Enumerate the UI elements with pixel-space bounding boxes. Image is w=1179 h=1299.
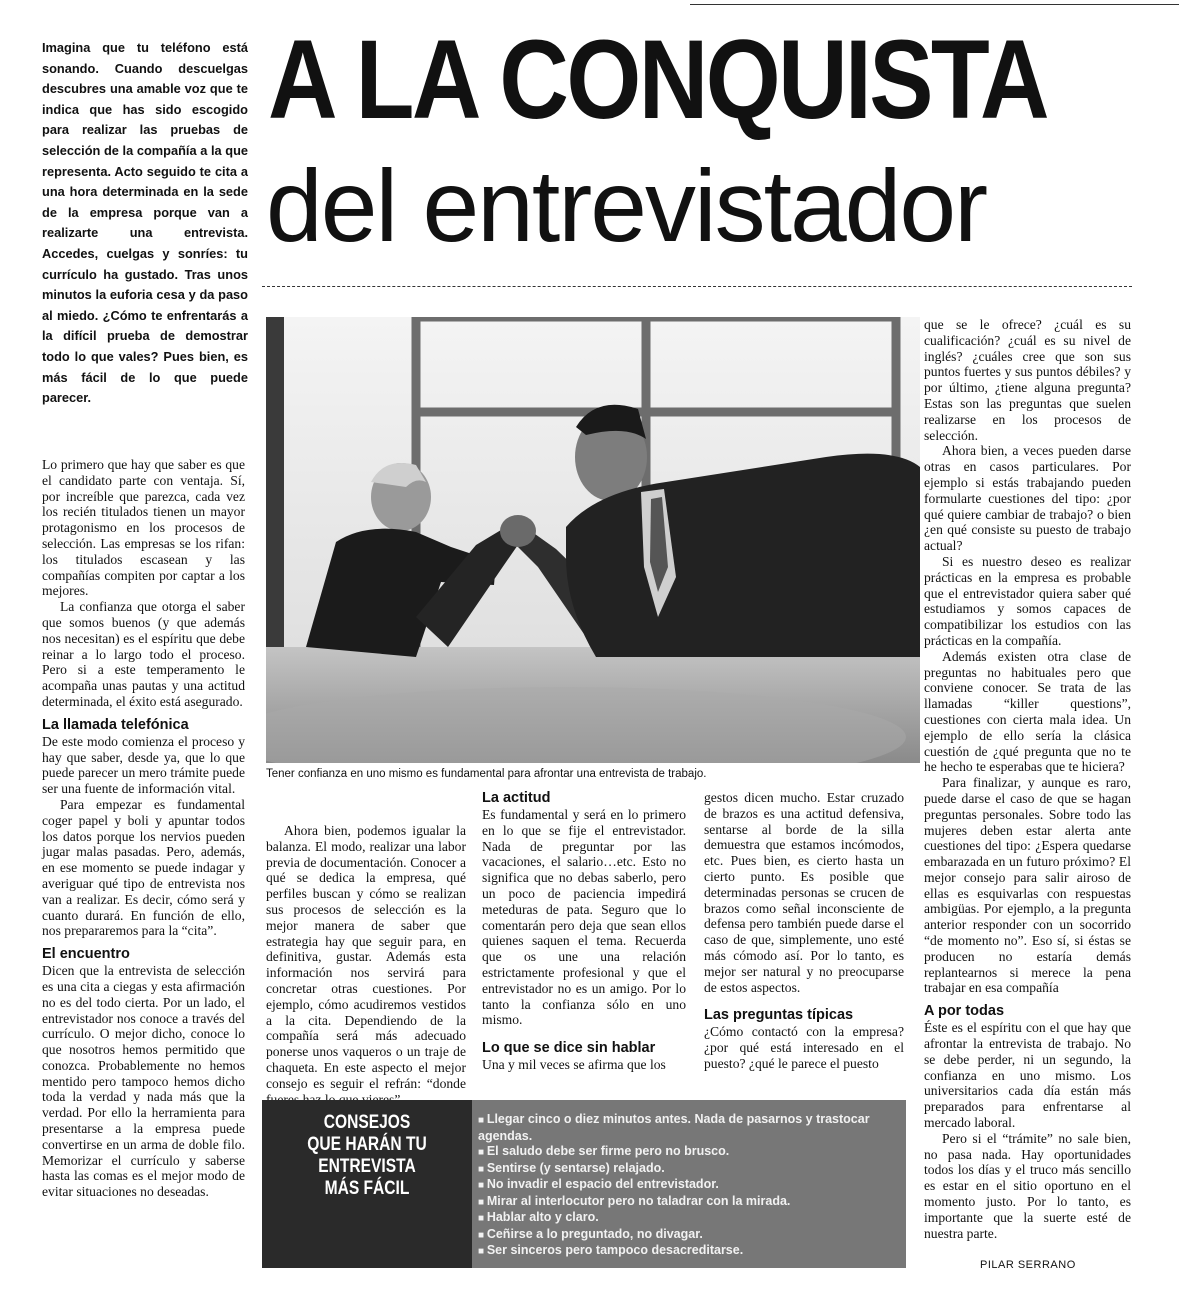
tip-item: ■ Mirar al interlocutor pero no taladrar con la mirada.	[478, 1194, 898, 1211]
tips-list	[478, 1112, 898, 1260]
tips-title-line: ENTREVISTA	[318, 1156, 416, 1177]
paragraph: Si es nuestro deseo es realizar prácticas en la empresa es probable que el entrevistador quiera saber qué estudiamos y somos capaces de compatibilizar los estudios con las prácticas en la compañía.	[924, 553, 1131, 648]
paragraph: Éste es el espíritu con el que hay que afrontar la entrevista de trabajo. No se debe perder, ni un segundo, la confianza en uno mismo. Los universitarios cada día están más preparados para enfrentarse al mercado laboral.	[924, 1020, 1131, 1131]
arm-wrestling-photo	[266, 317, 920, 763]
paragraph: Ahora bien, podemos igualar la balanza. El modo, realizar una labor previa de documentación. Conocer a qué se dedica la empresa, qué perfiles buscan y cómo se realizan sus procesos de selección es la mejor manera de saber que estrategia hay que seguir para, en definitiva, gustar. Además esta información nos servirá para concretar otras cuestiones. Por ejemplo, cómo acudiremos vestidos a la cita. Dependiendo de la compañía será más adecuado ponerse unos vaqueros o un traje de chaqueta. En este aspecto el mejor consejo es seguir el refrán: “donde	[266, 823, 466, 1091]
section-heading: El encuentro	[42, 946, 130, 963]
paragraph: Es fundamental y será en lo primero en lo que se fije el entrevistador. Nada de preguntar por las vacaciones, el salario…etc. Esto no significa que no debas saberlo, pero un poco de paciencia impedirá meteduras de pata. Seguro que lo comentarán pero deja que sean ellos quienes saquen el tema. Recuerda que os une una relación estrictamente profesional y que el entrevistador no es un amigo. Por lo tanto la confianza sólo en uno mismo.	[482, 807, 686, 1028]
tip-item: ■ Hablar alto y claro.	[478, 1210, 898, 1227]
tip-item: ■ Ser sinceros pero tampoco desacreditarse.	[478, 1243, 898, 1260]
section-heading: La llamada telefónica	[42, 716, 189, 733]
paragraph: De este modo comienza el proceso y hay que saber, desde ya, que lo que puede parecer un mero trámite puede ser una fuente de información vital.	[42, 733, 245, 797]
tip-item: ■ Llegar cinco o diez minutos antes. Nada de pasarnos y trastocar agendas.	[478, 1112, 898, 1144]
tips-title-line: MÁS FÁCIL	[324, 1178, 410, 1199]
tip-item: ■ Sentirse (y sentarse) relajado.	[478, 1161, 898, 1178]
lead-paragraph: Imagina que tu teléfono está sonando. Cuando descuelgas descubres una amable voz que te indica que has sido escogido para realizar las pruebas de selección de la compañía a la que representa. Acto seguido te cita a una hora determinada en la sede de la empresa porque van a realizarte una entrevista. Accedes, cuelgas y sonríes: tu currículo ha gustado. Tras unos minutos la euforia cesa y da paso al miedo. ¿Cómo te enfrentarás a la difícil prueba de demostrar todo lo que vales? Pues bien, es más fácil de lo que puede parecer.	[42, 40, 248, 406]
section-heading: Las preguntas típicas	[704, 1007, 854, 1024]
author-byline: PILAR SERRANO	[980, 1259, 1076, 1271]
section-heading: Lo que se dice sin hablar	[482, 1040, 656, 1057]
paragraph: Ahora bien, a veces pueden darse otras en casos particulares. Por ejemplo si estás trabajando pueden formularte cuestiones del tipo: ¿por qué quiere cambiar de trabajo? o bien ¿en qué consiste su puesto de trabajo actual?	[924, 443, 1131, 554]
paragraph: Para empezar es fundamental coger papel y boli y apuntar todos los datos porque los nervios pueden jugar malas pasadas. Pero, además, en ese momento se puede indagar y averiguar qué tipo de entrevista nos van a realizar. Es decir, cómo será y cuanto durará. En función de ello, nos prepararemos para la “cita”.	[42, 796, 245, 939]
section-heading: La actitud	[482, 790, 551, 806]
paragraph: Pero si el “trámite” no sale bien, no pasa nada. Hay oportunidades todos los días y el truco más sencillo es estar en el sitio oportuno en el momento justo. Por lo tanto, es importante que la suerte esté de nuestra parte.	[924, 1130, 1131, 1241]
tip-item: ■ Ceñirse a lo preguntado, no divagar.	[478, 1227, 898, 1244]
paragraph: Dicen que la entrevista de selección es una cita a ciegas y esta afirmación no es del todo cierta. Por un lado, el entrevistador nos conoce a través del currículo. O mejor dicho, conoce lo que nosotros hemos permitido que conozca. Probablemente no hemos mentido pero tampoco hemos dicho toda la verdad y nada más que la verdad. Por ello la herramienta para presentarse a la empresa puede convertirse en un arma de doble filo. Memorizar el currículo y saberse hasta las comas es el mejor modo de evitar situaciones no deseadas.	[42, 963, 245, 1200]
paragraph: La confianza que otorga el saber que somos buenos (y que además nos necesitan) es el espíritu que debe reinar a lo largo todo el proceso. Pero si a este temperamento le acompaña unas pautas y una actitud determinada, el éxito está asegurado.	[42, 599, 245, 709]
top-rule	[690, 4, 1179, 5]
headline-line-2: del entrevistador	[266, 149, 987, 263]
paragraph: Además existen otra clase de preguntas no habituales pero que conviene conocer. Se trata de las llamadas “killer questions”, cuestiones con cierta mala idea. Un ejemplo de ello sería la clásica cuestión de ¿qué pregunta que no te he hecho te esperabas que te hiciera?	[924, 648, 1131, 775]
tip-item: ■ No invadir el espacio del entrevistador.	[478, 1177, 898, 1194]
paragraph: Para finalizar, y aunque es raro, puede darse el caso de que se hagan preguntas personales. Sobre todo las mujeres deben estar alerta ante cuestiones del tipo: ¿Espera quedarse embarazada en un futuro próximo? El mejor consejo para salir airoso de ellas es esquivarlas con respuestas ambigüas. Por ejemplo, a la pregunta anterior responder con un socorrido “de momento no”. Eso sí, si éstas se producen no estaría demás replantearnos si merece la pena trabajar en esa compañía	[924, 775, 1131, 996]
body-column-4	[704, 790, 904, 1072]
body-column-3	[482, 790, 686, 1073]
paragraph: gestos dicen mucho. Estar cruzado de brazos es una actitud defensiva, sentarse al borde de la silla demuestra que estamos incómodos, etc. Pues bien, es cierto hasta un cierto punto. Es posible que determinadas personas se crucen de brazos como señal inconsciente de defensa pero también puede darse el caso de que, simplemente, uno esté más cómodo así. Por lo tanto, es mejor ser natural y no preocuparse de estos aspectos.	[704, 790, 904, 995]
headline-rule	[262, 286, 1132, 287]
tips-title-line: CONSEJOS	[323, 1112, 411, 1133]
section-heading: A por todas	[924, 1003, 1005, 1020]
paragraph: ¿Cómo contactó con la empresa? ¿por qué está interesado en el puesto? ¿qué le parece el puesto	[704, 1024, 904, 1071]
photo-caption: Tener confianza en uno mismo es fundamental para afrontar una entrevista de trabajo.	[266, 768, 707, 780]
paragraph: Lo primero que hay que saber es que el candidato parte con ventaja. Sí, por increíble que parezca, cada vez los recién titulados tienen un mayor protagonismo en los procesos de selección. Las empresas se los rifan: los titulados escasean y las compañías compiten por captar a los mejores.	[42, 457, 245, 599]
paragraph: que se le ofrece? ¿cuál es su cualificación? ¿cuál es su nivel de inglés? ¿cuáles cree que son sus puntos fuertes y sus puntos débiles? y por último, ¿tiene alguna pregunta? Estas son las preguntas que suelen realizarse en los procesos de selección.	[924, 317, 1131, 443]
headline-line-1: A LA CONQUISTA	[268, 17, 1047, 142]
photo-illustration	[266, 317, 920, 763]
body-column-2	[266, 823, 466, 1107]
tips-box-title	[262, 1100, 472, 1268]
tips-title-line: QUE HARÁN TU	[307, 1134, 427, 1155]
paragraph: Una y mil veces se afirma que los	[482, 1057, 666, 1073]
body-column-5	[924, 317, 1131, 1241]
body-column-1	[42, 457, 245, 1200]
tip-item: ■ El saludo debe ser firme pero no brusco.	[478, 1144, 898, 1161]
